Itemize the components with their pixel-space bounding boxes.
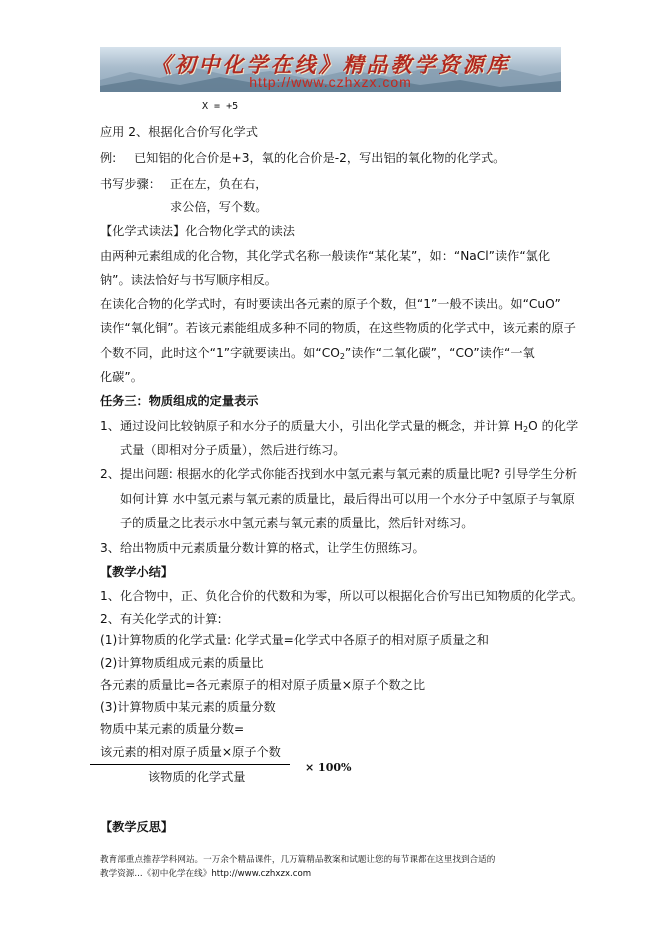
task-3-heading: 任务三：物质组成的定量表示	[100, 394, 259, 408]
task-3-item-1-number: 1、	[100, 419, 120, 433]
example-text: 已知铝的化合价是+3，氧的化合价是-2，写出铝的氧化物的化学式。	[134, 151, 506, 165]
banner-url[interactable]: http://www.czhxzx.com	[249, 74, 412, 90]
h2o-subscript: 2	[523, 425, 529, 434]
reading-paragraph-2-line-3	[100, 345, 535, 365]
teaching-summary-heading: 【教学小结】	[100, 565, 174, 579]
line-3-text-a: 个数不同，此时这个“1”字就要读出。如“CO	[100, 346, 340, 360]
task-3-item-2-line-2: 如何计算 水中氢元素与氧元素的质量比，最后得出可以用一个水分子中氢原子与氧原	[120, 492, 575, 506]
reading-paragraph-2-line-1: 在读化合物的化学式时，有时要读出各元素的原子个数，但“1”一般不读出。如“CuO”	[100, 297, 561, 311]
x-equals-value: X = +5	[202, 101, 239, 112]
footer-line-2[interactable]: 教学资源...《初中化学在线》http://www.czhxzx.com	[100, 869, 312, 879]
times-100-percent: × 100%	[305, 761, 352, 774]
example-label: 例:	[100, 151, 117, 165]
calc-item-1: (1)计算物质的化学式量: 化学式量=化学式中各原子的相对原子质量之和	[100, 633, 489, 647]
task-3-item-2-line-1: 提出问题: 根据水的化学式你能否找到水中氢元素与氧元素的质量比呢? 引导学生分析	[120, 467, 578, 481]
steps-label: 书写步骤：	[100, 177, 161, 191]
item-1-text-a: 通过设问比较钠原子和水分子的质量大小，引出化学式量的概念，并计算 H	[120, 419, 524, 433]
teaching-reflection-heading: 【教学反思】	[100, 820, 174, 834]
fraction-denominator: 该物质的化学式量	[148, 770, 246, 784]
mass-fraction-label: 物质中某元素的质量分数=	[100, 722, 245, 736]
calc-item-3: (3)计算物质中某元素的质量分数	[100, 700, 276, 714]
summary-item-2: 2、有关化学式的计算:	[100, 612, 222, 626]
task-3-item-1-line-1	[120, 418, 578, 438]
footer-line-1: 教育部重点推荐学科网站。一万余个精品课件，几万篇精品教案和试题让您的每节课都在这里找到合适的	[100, 855, 496, 865]
line-3-text-b: ”读作“二氧化碳”，“CO”读作“一氧	[344, 346, 535, 360]
header-banner	[100, 47, 561, 92]
steps-line-2: 求公倍，写个数。	[170, 200, 268, 214]
task-3-item-2-number: 2、	[100, 467, 120, 481]
fraction-numerator: 该元素的相对原子质量×原子个数	[100, 745, 281, 759]
fraction-line	[90, 764, 290, 765]
reading-paragraph-1-line-1: 由两种元素组成的化合物，其化学式名称一般读作“某化某”，如：“NaCl”读作“氯化	[100, 249, 551, 263]
application-2-title: 应用 2、根据化合价写化学式	[100, 125, 258, 139]
calc-item-2: (2)计算物质组成元素的质量比	[100, 656, 264, 670]
reading-method-heading: 【化学式读法】化合物化学式的读法	[100, 224, 295, 238]
steps-line-1: 正在左，负在右，	[170, 177, 268, 191]
item-1-text-b: O 的化学	[528, 419, 579, 433]
task-3-item-1-line-2: 式量（即相对分子质量），然后进行练习。	[120, 443, 346, 457]
summary-item-1: 1、化合物中，正、负化合价的代数和为零，所以可以根据化合价写出已知物质的化学式。	[100, 589, 584, 603]
calc-item-2-formula: 各元素的质量比=各元素原子的相对原子质量×原子个数之比	[100, 678, 426, 692]
task-3-item-3: 3、给出物质中元素质量分数计算的格式，让学生仿照练习。	[100, 541, 425, 555]
banner-title: 《初中化学在线》精品教学资源库	[150, 52, 511, 77]
reading-paragraph-2-line-2: 读作“氧化铜”。若该元素能组成多种不同的物质，在这些物质的化学式中，该元素的原子	[100, 321, 576, 335]
co2-subscript: 2	[339, 352, 345, 361]
reading-paragraph-2-line-4: 化碳”。	[100, 370, 143, 384]
task-3-item-2-line-3: 子的质量之比表示水中氢元素与氧元素的质量比，然后针对练习。	[120, 516, 474, 530]
reading-paragraph-1-line-2: 钠”。读法恰好与书写顺序相反。	[100, 273, 277, 287]
